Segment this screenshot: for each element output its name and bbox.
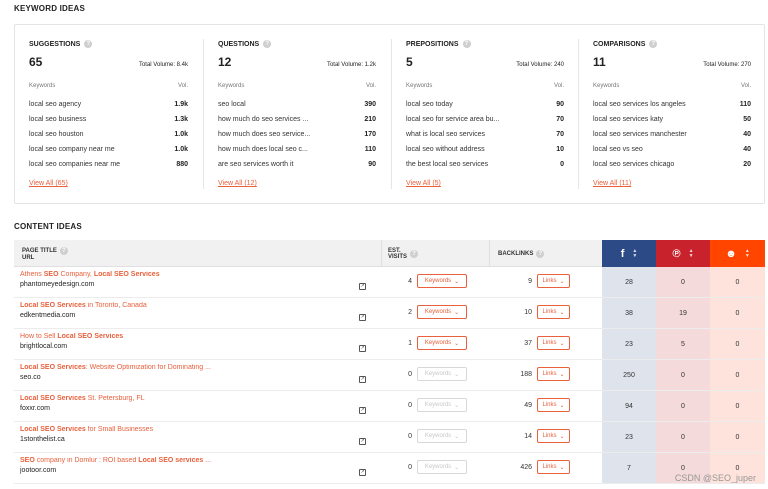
header-facebook[interactable] (602, 240, 656, 267)
view-all-link[interactable]: View All (12) (218, 180, 257, 187)
help-icon[interactable]: ? (60, 247, 68, 255)
keyword-column-header (593, 39, 751, 49)
sort-icon[interactable]: ▲ ▼ (688, 247, 694, 259)
title-segment: : Website Optimization for Dominating ... (85, 364, 211, 371)
keyword-list (593, 97, 751, 172)
pinterest-shares-value: 0 (681, 464, 685, 472)
backlinks-value: 188 (520, 371, 532, 378)
pinterest-shares-value: 19 (679, 309, 687, 317)
header-page-title-label: PAGE TITLE (22, 247, 57, 254)
keyword-text: the best local seo services (406, 161, 489, 168)
reddit-shares-value: 0 (735, 433, 740, 441)
est-visits-value: 0 (408, 402, 412, 409)
links-dropdown-button[interactable] (537, 460, 570, 474)
keyword-volume: 0 (560, 161, 564, 168)
backlinks-value: 37 (524, 340, 532, 347)
chevron-down-icon: ⌄ (454, 309, 460, 316)
total-volume: Total Volume: 270 (703, 62, 751, 68)
keyword-count-row (29, 55, 188, 69)
keyword-column-name: SUGGESTIONS (29, 40, 81, 48)
keyword-column-questions (203, 39, 390, 189)
keywords-label: Keywords (406, 83, 433, 89)
facebook-shares-value: 38 (625, 309, 633, 317)
keyword-text: local seo services katy (593, 116, 664, 123)
title-segment: Local SEO Services (20, 395, 86, 402)
keyword-volume: 40 (743, 131, 751, 138)
title-segment: Athens (20, 271, 44, 278)
page-title-cell (20, 333, 365, 350)
keyword-volume: 390 (364, 101, 376, 108)
chevron-down-icon: ⌄ (454, 340, 460, 347)
keyword-volume: 70 (556, 131, 564, 138)
pinterest-shares-value: 5 (681, 340, 685, 348)
keyword-list (406, 97, 564, 172)
facebook-icon: f (620, 247, 625, 260)
title-segment: in Toronto, Canada (85, 302, 147, 309)
page-title-link[interactable] (20, 426, 365, 433)
keyword-volume: 210 (364, 116, 376, 123)
sort-icon[interactable]: ▲ ▼ (744, 247, 750, 259)
chevron-down-icon: ⌄ (454, 402, 460, 409)
keyword-item[interactable] (406, 157, 564, 172)
reddit-shares-value: 0 (735, 309, 740, 317)
keyword-volume: 90 (368, 161, 376, 168)
title-segment: Company, (58, 271, 94, 278)
keywords-dropdown-button[interactable] (417, 398, 467, 412)
keyword-item[interactable] (218, 112, 376, 127)
sort-icon[interactable]: ▲ ▼ (632, 247, 638, 259)
volume-label: Vol. (740, 83, 751, 89)
est-visits-value: 0 (408, 464, 412, 471)
chevron-down-icon: ⌄ (559, 464, 565, 471)
page-title-link[interactable] (20, 364, 365, 371)
links-dropdown-button[interactable] (537, 367, 570, 381)
keyword-item[interactable] (593, 127, 751, 142)
keyword-text: local seo services manchester (593, 131, 687, 138)
total-volume: Total Volume: 1.2k (326, 62, 376, 68)
title-segment: Local SEO Services (20, 364, 86, 371)
keywords-dropdown-button[interactable] (417, 429, 467, 443)
keyword-volume: 40 (743, 146, 751, 153)
pinterest-shares-value: 0 (681, 371, 685, 379)
header-est-label: EST. (388, 247, 401, 254)
title-segment: for Small Businesses (85, 426, 154, 433)
links-button-label: Links (542, 340, 557, 346)
help-icon[interactable]: ? (410, 250, 418, 258)
pinterest-shares-value: 0 (681, 278, 685, 286)
table-header (14, 240, 765, 267)
reddit-icon: ☻ (725, 247, 737, 260)
keyword-volume: 1.0k (174, 146, 188, 153)
facebook-shares-value: 94 (625, 402, 633, 410)
chevron-down-icon: ⌄ (559, 309, 565, 316)
keyword-text: local seo today (406, 101, 453, 108)
keywords-button-label: Keywords (424, 340, 452, 346)
est-visits-value: 2 (408, 309, 412, 316)
est-visits-value: 0 (408, 433, 412, 440)
volume-label: Vol. (177, 83, 188, 89)
keywords-dropdown-button[interactable] (417, 305, 467, 319)
title-segment: company in Domlur : ROI based (34, 457, 139, 464)
keyword-text: how much does seo service... (218, 131, 311, 138)
page-url: brightlocal.com (20, 343, 68, 350)
page-title-link[interactable] (20, 457, 365, 464)
keyword-ideas-title: KEYWORD IDEAS (14, 4, 86, 13)
links-button-label: Links (542, 309, 557, 315)
table-row (14, 360, 765, 391)
page-title-cell (20, 364, 365, 381)
links-dropdown-button[interactable] (537, 429, 570, 443)
keyword-text: how much do seo services ... (218, 116, 309, 123)
chevron-down-icon: ⌄ (454, 464, 460, 471)
keyword-column-name: COMPARISONS (593, 40, 646, 48)
links-button-label: Links (542, 278, 557, 284)
page-title-link[interactable] (20, 333, 365, 340)
keyword-text: local seo company near me (29, 146, 115, 153)
volume-label: Vol. (553, 83, 564, 89)
keyword-item[interactable] (406, 142, 564, 157)
chevron-down-icon: ⌄ (559, 371, 565, 378)
chevron-down-icon: ⌄ (559, 340, 565, 347)
keyword-column-header (29, 39, 188, 49)
content-ideas-title: CONTENT IDEAS (14, 222, 82, 231)
reddit-shares-value: 0 (735, 371, 740, 379)
keyword-volume: 20 (743, 161, 751, 168)
keywords-dropdown-button[interactable] (417, 274, 467, 288)
title-segment: SEO (20, 457, 35, 464)
keyword-text: are seo services worth it (218, 161, 294, 168)
keywords-button-label: Keywords (424, 371, 452, 377)
keyword-count-row (593, 55, 751, 69)
keyword-text: local seo companies near me (29, 161, 121, 168)
facebook-shares-value: 23 (625, 340, 633, 348)
title-segment: SEO (43, 271, 59, 278)
keyword-ideas-card (14, 24, 765, 204)
keyword-item[interactable] (593, 97, 751, 112)
keywords-label: Keywords (593, 83, 620, 89)
external-link-icon[interactable]: ↗ (360, 469, 365, 475)
watermark: CSDN @SEO_juper (674, 473, 756, 483)
page-title-cell (20, 302, 365, 319)
help-icon[interactable]: ? (536, 250, 544, 258)
keywords-button-label: Keywords (424, 402, 452, 408)
keyword-volume: 50 (743, 116, 751, 123)
keywords-dropdown-button[interactable] (417, 367, 467, 381)
chevron-down-icon: ⌄ (559, 278, 565, 285)
keywords-button-label: Keywords (424, 309, 452, 315)
title-segment: How to Sell (20, 333, 58, 340)
keyword-item[interactable] (406, 127, 564, 142)
table-body (14, 267, 765, 484)
keyword-item[interactable] (593, 157, 751, 172)
table-row (14, 267, 765, 298)
reddit-shares-value: 0 (735, 278, 740, 286)
keyword-text: what is local seo services (406, 131, 485, 138)
links-button-label: Links (542, 402, 557, 408)
keyword-volume: 1.3k (174, 116, 188, 123)
facebook-shares-value: 23 (625, 433, 633, 441)
keyword-volume: 110 (739, 101, 751, 108)
table-row (14, 329, 765, 360)
links-button-label: Links (542, 371, 557, 377)
keyword-item[interactable] (593, 112, 751, 127)
page-title-cell (20, 271, 365, 288)
page-url: jootoor.com (20, 467, 57, 474)
table-row (14, 298, 765, 329)
keyword-text: seo local (218, 101, 246, 108)
external-link-icon[interactable]: ↗ (360, 407, 365, 413)
facebook-shares-value: 7 (627, 464, 631, 472)
keywords-button-label: Keywords (424, 278, 452, 284)
header-url-label: URL (22, 254, 35, 261)
table-row (14, 422, 765, 453)
chevron-down-icon: ⌄ (454, 433, 460, 440)
help-icon[interactable]: ? (649, 40, 657, 48)
keyword-text: local seo vs seo (593, 146, 643, 153)
page-url: phantomeyedesign.com (20, 281, 95, 288)
keywords-dropdown-button[interactable] (417, 460, 467, 474)
page-url: seo.co (20, 374, 41, 381)
header-est-visits[interactable] (381, 240, 489, 267)
keyword-item[interactable] (29, 157, 188, 172)
est-visits-value: 0 (408, 371, 412, 378)
external-link-icon[interactable]: ↗ (360, 376, 365, 382)
keyword-volume: 70 (556, 116, 564, 123)
view-all-link[interactable]: View All (11) (593, 180, 632, 187)
keyword-volume: 10 (556, 146, 564, 153)
backlinks-value: 49 (524, 402, 532, 409)
keyword-text: local seo agency (29, 101, 82, 108)
links-button-label: Links (542, 433, 557, 439)
keyword-count: 5 (406, 55, 413, 69)
est-visits-value: 1 (408, 340, 412, 347)
est-visits-value: 4 (408, 278, 412, 285)
keyword-column-header (218, 39, 376, 49)
keyword-list-header (218, 83, 376, 91)
keywords-button-label: Keywords (424, 433, 452, 439)
pinterest-shares-value: 0 (681, 433, 685, 441)
keyword-list-header (406, 83, 564, 91)
keyword-column-suggestions (15, 39, 202, 189)
page-url: foxxr.com (20, 405, 50, 412)
keyword-item[interactable] (406, 112, 564, 127)
volume-label: Vol. (365, 83, 376, 89)
keyword-column-name: PREPOSITIONS (406, 40, 459, 48)
keyword-count: 11 (593, 55, 606, 69)
links-dropdown-button[interactable] (537, 274, 570, 288)
pinterest-shares-value: 0 (681, 402, 685, 410)
links-dropdown-button[interactable] (537, 336, 570, 350)
keyword-text: local seo without address (406, 146, 485, 153)
keyword-text: local seo services los angeles (593, 101, 686, 108)
keyword-text: how much does local seo c... (218, 146, 308, 153)
header-visits-label: VISITS (388, 253, 408, 260)
keywords-dropdown-button[interactable] (417, 336, 467, 350)
external-link-icon[interactable]: ↗ (360, 314, 365, 320)
keyword-volume: 90 (556, 101, 564, 108)
page-title-link[interactable] (20, 395, 365, 402)
keyword-item[interactable] (218, 127, 376, 142)
keyword-list (218, 97, 376, 172)
backlinks-value: 14 (524, 433, 532, 440)
keyword-item[interactable] (29, 112, 188, 127)
page-title-link[interactable] (20, 302, 365, 309)
keyword-text: local seo business (29, 116, 87, 123)
external-link-icon[interactable]: ↗ (360, 345, 365, 351)
external-link-icon[interactable]: ↗ (360, 438, 365, 444)
title-segment: Local SEO Services (57, 333, 124, 340)
table-row (14, 453, 765, 484)
backlinks-value: 9 (528, 278, 532, 285)
keyword-list (29, 97, 188, 172)
chevron-down-icon: ⌄ (454, 278, 460, 285)
keyword-item[interactable] (406, 97, 564, 112)
view-all-link[interactable]: View All (5) (406, 180, 441, 187)
header-pinterest[interactable] (656, 240, 710, 267)
keyword-column-header (406, 39, 564, 49)
header-reddit[interactable] (710, 240, 765, 267)
content-ideas-table (14, 240, 765, 484)
keyword-count-row (218, 55, 376, 69)
keyword-item[interactable] (218, 97, 376, 112)
keyword-item[interactable] (218, 142, 376, 157)
keywords-label: Keywords (29, 83, 56, 89)
title-segment: Local SEO services (138, 457, 204, 464)
title-segment: Local SEO Services (20, 302, 86, 309)
header-page-title[interactable] (22, 240, 382, 267)
header-backlinks-label: BACKLINKS (498, 250, 534, 257)
page-url: edkentmedia.com (20, 312, 76, 319)
keyword-list-header (29, 83, 188, 91)
reddit-shares-value: 0 (735, 340, 740, 348)
keyword-volume: 110 (364, 146, 376, 153)
help-icon[interactable]: ? (263, 40, 271, 48)
chevron-down-icon: ⌄ (559, 402, 565, 409)
help-icon[interactable]: ? (463, 40, 471, 48)
keyword-column-comparisons (578, 39, 765, 189)
page-title-link[interactable] (20, 271, 365, 278)
chevron-down-icon: ⌄ (454, 371, 460, 378)
keyword-item[interactable] (29, 142, 188, 157)
keyword-text: local seo houston (29, 131, 84, 138)
keywords-button-label: Keywords (424, 464, 452, 470)
reddit-shares-value: 0 (735, 464, 740, 472)
backlinks-value: 10 (524, 309, 532, 316)
keyword-volume: 170 (364, 131, 376, 138)
keyword-volume: 880 (176, 161, 188, 168)
keyword-column-name: QUESTIONS (218, 40, 260, 48)
keyword-count: 12 (218, 55, 232, 69)
links-dropdown-button[interactable] (537, 398, 570, 412)
links-dropdown-button[interactable] (537, 305, 570, 319)
keyword-column-prepositions (391, 39, 578, 189)
page-title-cell (20, 457, 365, 474)
table-row (14, 391, 765, 422)
backlinks-value: 426 (520, 464, 532, 471)
title-segment: St. Petersburg, FL (85, 395, 145, 402)
keyword-item[interactable] (218, 157, 376, 172)
title-segment: ... (203, 457, 212, 464)
keyword-item[interactable] (29, 127, 188, 142)
total-volume: Total Volume: 8.4k (138, 62, 188, 68)
help-icon[interactable]: ? (84, 40, 92, 48)
keyword-volume: 1.0k (174, 131, 188, 138)
page-title-cell (20, 426, 365, 443)
total-volume: Total Volume: 240 (516, 62, 564, 68)
links-button-label: Links (542, 464, 557, 470)
external-link-icon[interactable]: ↗ (360, 283, 365, 289)
facebook-shares-value: 250 (623, 371, 635, 379)
keyword-count: 65 (29, 55, 43, 69)
reddit-shares-value: 0 (735, 402, 740, 410)
keyword-list-header (593, 83, 751, 91)
keyword-volume: 1.9k (174, 101, 188, 108)
keywords-label: Keywords (218, 83, 245, 89)
header-backlinks[interactable] (489, 240, 602, 267)
keyword-text: local seo for service area bu... (406, 116, 500, 123)
pinterest-icon: ℗ (672, 247, 681, 260)
page-url: 1stonthelist.ca (20, 436, 65, 443)
keyword-item[interactable] (593, 142, 751, 157)
title-segment: Local SEO Services (20, 426, 86, 433)
page-title-cell (20, 395, 365, 412)
keyword-count-row (406, 55, 564, 69)
title-segment: Local SEO Services (93, 271, 160, 278)
keyword-item[interactable] (29, 97, 188, 112)
view-all-link[interactable]: View All (65) (29, 180, 68, 187)
keyword-text: local seo services chicago (593, 161, 675, 168)
chevron-down-icon: ⌄ (559, 433, 565, 440)
facebook-shares-value: 28 (625, 278, 633, 286)
